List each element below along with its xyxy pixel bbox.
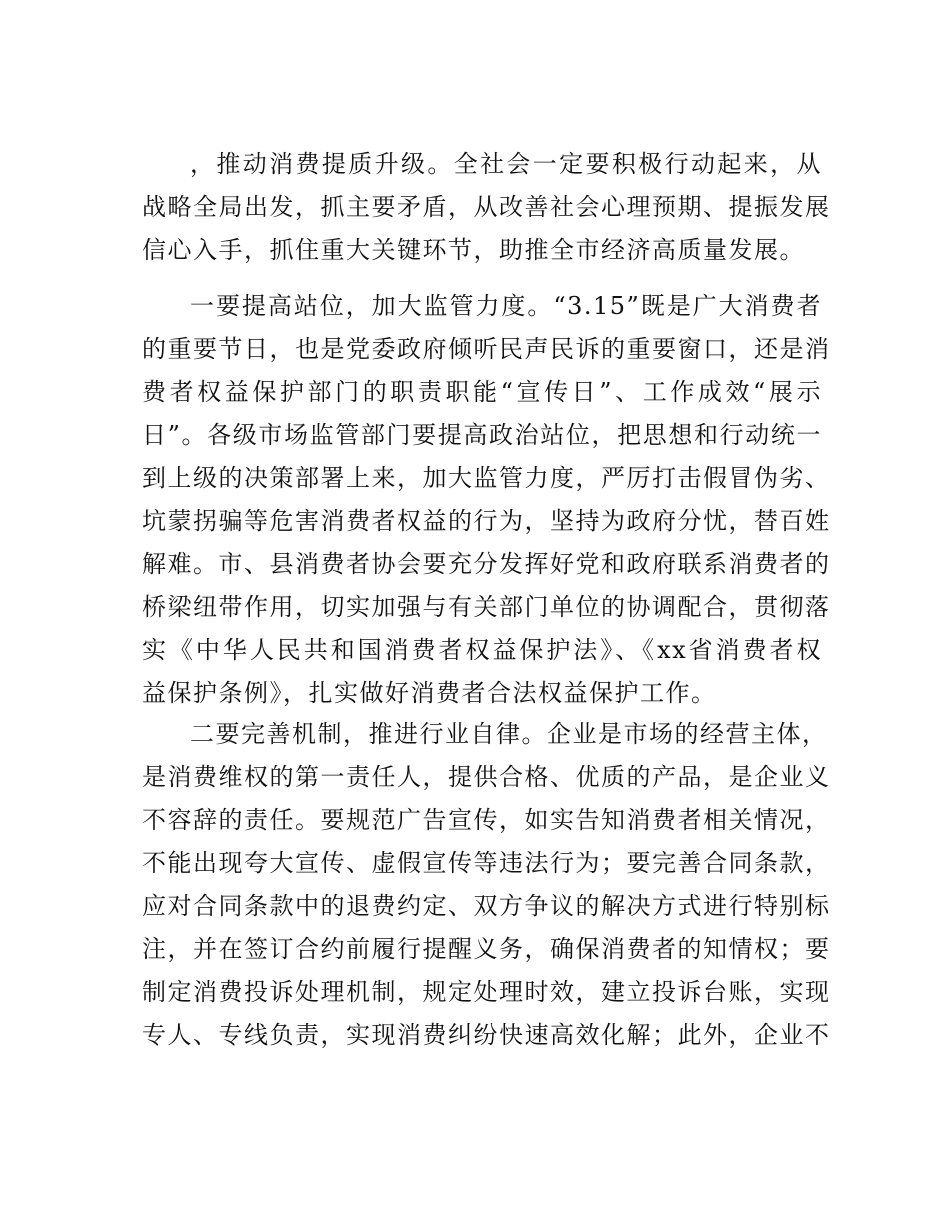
text-line: 一要提高站位，加大监管力度。“3.15”既是广大消费者 [190, 292, 822, 320]
text-line: 不能出现夸大宣传、虚假宣传等违法行为；要完善合同条款， [142, 849, 831, 877]
text-line: 费者权益保护部门的职责职能“宣传日”、工作成效“展示 [142, 378, 822, 406]
text-line: 专人、专线负责，实现消费纠纷快速高效化解；此外，企业不 [142, 1021, 831, 1049]
text-line: 战略全局出发，抓主要矛盾，从改善社会心理预期、提振发展 [142, 193, 831, 221]
text-line: 桥梁纽带作用，切实加强与有关部门单位的协调配合，贯彻落 [142, 593, 831, 621]
text-line: 的重要节日，也是党委政府倾听民声民诉的重要窗口，还是消 [142, 335, 831, 363]
text-line: 益保护条例》，扎实做好消费者合法权益保护工作。 [142, 679, 717, 707]
text-line: 实《中华人民共和国消费者权益保护法》、《xx省消费者权 [142, 636, 822, 664]
text-line: 坑蒙拐骗等危害消费者权益的行为，坚持为政府分忧，替百姓 [142, 507, 831, 535]
text-line: 不容辞的责任。要规范广告宣传，如实告知消费者相关情况， [142, 806, 831, 834]
paragraph-intro [142, 143, 831, 272]
paragraph-supervision [142, 285, 831, 715]
text-line: 二要完善机制，推进行业自律。企业是市场的经营主体， [190, 720, 828, 748]
text-line: 到上级的决策部署上来，加大监管力度，严厉打击假冒伪劣、 [142, 464, 831, 492]
text-line: 应对合同条款中的退费约定、双方争议的解决方式进行特别标 [142, 892, 831, 920]
paragraph-mechanism [142, 713, 831, 1057]
text-line: 信心入手，抓住重大关键环节，助推全市经济高质量发展。 [142, 236, 805, 264]
text-line: 制定消费投诉处理机制，规定处理时效，建立投诉台账，实现 [142, 978, 831, 1006]
text-line: ，推动消费提质升级。全社会一定要积极行动起来，从 [190, 150, 822, 178]
text-line: 注，并在签订合约前履行提醒义务，确保消费者的知情权；要 [142, 935, 831, 963]
text-line: 是消费维权的第一责任人，提供合格、优质的产品，是企业义 [142, 763, 831, 791]
text-line: 解难。市、县消费者协会要充分发挥好党和政府联系消费者的 [142, 550, 831, 578]
text-line: 日”。各级市场监管部门要提高政治站位，把思想和行动统一 [142, 421, 822, 449]
